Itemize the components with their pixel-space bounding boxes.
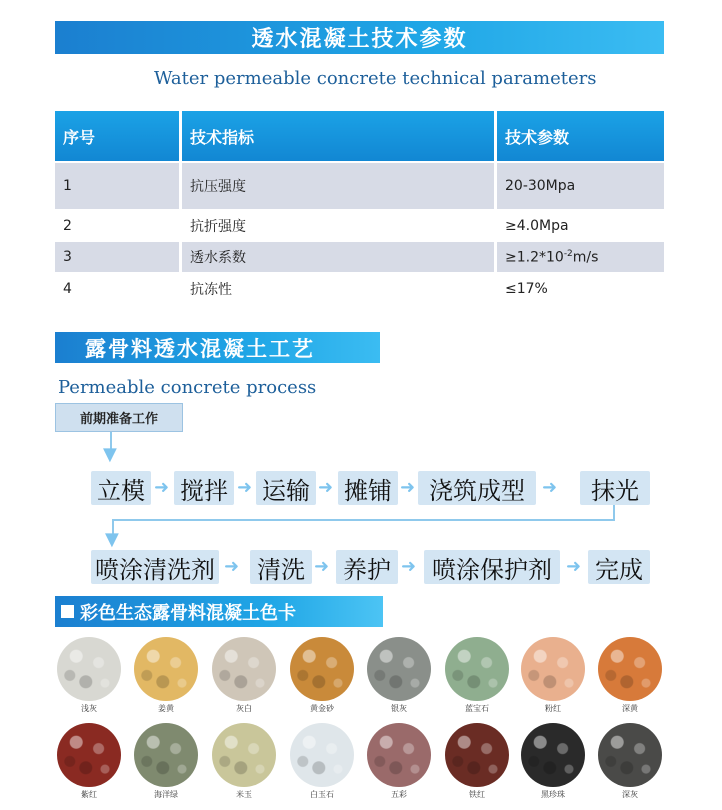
color-swatch [598, 637, 662, 714]
right-arrow-icon: ➜ [154, 477, 170, 498]
aggregate-sample-image [134, 723, 198, 787]
process-step: 养护 [336, 550, 398, 584]
color-swatch [57, 723, 121, 800]
color-swatch-label: 紫红 [81, 790, 97, 799]
cell-indicator: 抗折强度 [181, 210, 496, 241]
section-title-colors [55, 596, 383, 627]
aggregate-sample-image [134, 637, 198, 701]
color-swatch-label: 粉红 [545, 704, 561, 713]
section-title-process [55, 332, 380, 363]
process-step: 清洗 [250, 550, 312, 584]
aggregate-sample-image [290, 723, 354, 787]
section-title-text: 透水混凝土技术参数 [251, 27, 468, 52]
color-swatch [521, 637, 585, 714]
color-swatch-label: 米玉 [236, 790, 252, 799]
color-swatch [598, 723, 662, 800]
color-swatch-label: 深黄 [622, 704, 638, 713]
process-step: 搅拌 [174, 471, 234, 505]
color-swatch-label: 黑珍珠 [541, 790, 565, 799]
table-row [55, 273, 664, 303]
section-subtitle-process: Permeable concrete process [58, 377, 317, 398]
color-swatch-label: 蓝宝石 [465, 704, 489, 713]
cell-value: 20-30Mpa [496, 162, 665, 210]
process-step: 运输 [256, 471, 316, 505]
cell-index: 4 [55, 273, 181, 303]
aggregate-sample-image [367, 723, 431, 787]
color-swatch-label: 姜黄 [158, 704, 174, 713]
aggregate-sample-image [57, 637, 121, 701]
color-swatch [212, 723, 276, 800]
process-step: 喷涂保护剂 [424, 550, 560, 584]
color-swatch [134, 723, 198, 800]
flow-connector [112, 519, 615, 521]
right-arrow-icon: ➜ [400, 477, 416, 498]
right-arrow-icon: ➜ [542, 477, 558, 498]
section-title-parameters [55, 21, 664, 54]
cell-indicator: 抗冻性 [181, 273, 496, 303]
color-swatch [367, 637, 431, 714]
table-row [55, 241, 664, 273]
process-step: 浇筑成型 [418, 471, 536, 505]
table-row [55, 162, 664, 210]
aggregate-sample-image [212, 637, 276, 701]
cell-indicator: 透水系数 [181, 241, 496, 273]
process-step: 抹光 [580, 471, 650, 505]
column-header-value: 技术参数 [496, 111, 665, 162]
color-swatch-label: 黄金砂 [310, 704, 334, 713]
right-arrow-icon: ➜ [318, 477, 334, 498]
column-header-index: 序号 [55, 111, 181, 162]
color-swatch-label: 深灰 [622, 790, 638, 799]
aggregate-sample-image [445, 723, 509, 787]
square-bullet-icon [61, 605, 74, 618]
right-arrow-icon: ➜ [224, 556, 240, 577]
cell-indicator: 抗压强度 [181, 162, 496, 210]
color-swatch [290, 637, 354, 714]
table-row [55, 210, 664, 241]
color-swatch [521, 723, 585, 800]
aggregate-sample-image [290, 637, 354, 701]
color-swatch-label: 白玉石 [310, 790, 334, 799]
right-arrow-icon: ➜ [314, 556, 330, 577]
aggregate-sample-image [598, 723, 662, 787]
aggregate-sample-image [212, 723, 276, 787]
aggregate-sample-image [367, 637, 431, 701]
cell-value: ≥4.0Mpa [496, 210, 665, 241]
color-swatch [290, 723, 354, 800]
color-swatch [445, 637, 509, 714]
down-arrow-icon: ▼ [105, 529, 119, 550]
section-title-text: 露骨料透水混凝土工艺 [85, 336, 315, 361]
right-arrow-icon: ➜ [401, 556, 417, 577]
process-step: 立模 [91, 471, 151, 505]
column-header-indicator: 技术指标 [181, 111, 496, 162]
aggregate-sample-image [598, 637, 662, 701]
color-swatch [445, 723, 509, 800]
section-subtitle-parameters: Water permeable concrete technical parameters [154, 68, 597, 89]
aggregate-sample-image [521, 637, 585, 701]
color-swatch-label: 银灰 [391, 704, 407, 713]
cell-index: 2 [55, 210, 181, 241]
aggregate-sample-image [57, 723, 121, 787]
process-step: 喷涂清洗剂 [91, 550, 219, 584]
color-swatch-label: 海洋绿 [154, 790, 178, 799]
color-swatch-label: 五彩 [391, 790, 407, 799]
parameters-table [55, 111, 664, 303]
section-title-text: 彩色生态露骨料混凝土色卡 [80, 602, 296, 624]
cell-value: ≤17% [496, 273, 665, 303]
process-step: 摊铺 [338, 471, 398, 505]
cell-index: 3 [55, 241, 181, 273]
right-arrow-icon: ➜ [237, 477, 253, 498]
right-arrow-icon: ➜ [566, 556, 582, 577]
color-swatch [134, 637, 198, 714]
color-swatch-label: 浅灰 [81, 704, 97, 713]
color-swatch [367, 723, 431, 800]
down-arrow-icon: ▼ [103, 444, 117, 465]
aggregate-sample-image [445, 637, 509, 701]
color-swatch-label: 铁红 [469, 790, 485, 799]
process-step: 完成 [588, 550, 650, 584]
color-swatch-label: 灰白 [236, 704, 252, 713]
prep-work-box: 前期准备工作 [55, 403, 183, 432]
color-swatch [212, 637, 276, 714]
cell-index: 1 [55, 162, 181, 210]
aggregate-sample-image [521, 723, 585, 787]
cell-value: $\ge 1.2*10^{-2}m/s$ [496, 241, 665, 273]
color-swatch [57, 637, 121, 714]
table-header-row [55, 111, 664, 162]
